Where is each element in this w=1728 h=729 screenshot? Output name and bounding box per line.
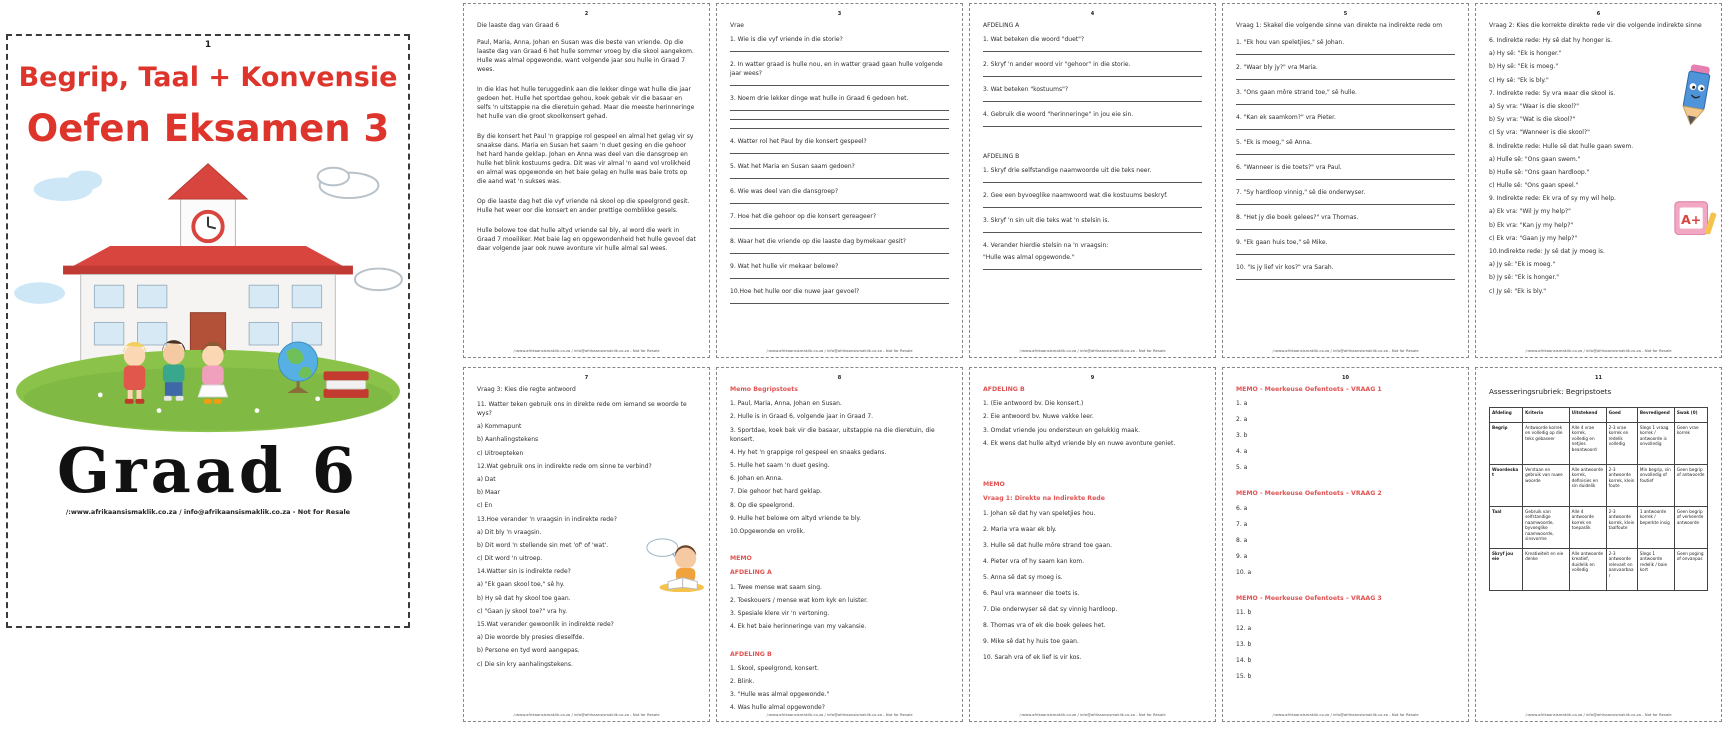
passage-paragraph: Op die laaste dag het die vyf vriende ná skool op die speelgrond gesit. Hulle het weer oor die konsert en ander prettige oomblikke gesels. bbox=[477, 198, 690, 214]
page-content bbox=[983, 385, 1202, 662]
rubric-column-header: Afdeling bbox=[1490, 407, 1523, 422]
answer-line bbox=[730, 278, 949, 279]
rubric-column-header: Kriteria bbox=[1523, 407, 1570, 422]
passage-paragraph: By die konsert het Paul 'n grappige rol gespeel en almal het gelag vir sy snaakse dans. Maria en Susan het saam 'n duet gesing en die gehoor het hard hande geklap. Johan en Anna was deel van die dansgroep en hulle het blink kostuums gedra. Dit was vir almal 'n aand vol vrolikheid en almal was opgewonde en het baie gelag en hulle was baie trots op die aand wat 'n sukses was. bbox=[477, 133, 694, 185]
question-text: 1. "Ek hou van speletjies," sê Johan. bbox=[1236, 39, 1345, 46]
answer-line bbox=[1236, 154, 1455, 155]
page-content bbox=[730, 21, 949, 304]
page-footer: /:www.afrikaansismaklik.co.za / info@afrikaansismaklik.co.za - Not for Resale bbox=[1019, 348, 1166, 353]
option-text: 13.Hoe verander 'n vraagsin in indirekte rede? bbox=[477, 515, 617, 523]
worksheet-page-11 bbox=[1475, 367, 1722, 722]
rubric-cell: 2-3 antwoorde korrek, klein foute bbox=[1606, 464, 1637, 506]
worksheet-page-7 bbox=[463, 367, 710, 722]
option-text: a) Sy vra: "Waar is die skool?" bbox=[1489, 102, 1579, 110]
spacer bbox=[477, 78, 696, 85]
answer-line bbox=[1236, 179, 1455, 180]
cover-grade-title: Graad 6 bbox=[56, 434, 360, 507]
passage-paragraph: In die klas het hulle teruggedink aan die lekker dinge wat hulle die jaar gedoen het. Hulle het sportdae gehou, koek gebak vir die basaar en selfs 'n uitstappie na die dieretuin gehad. Maar die meeste herinneringe het hulle van die groot skoolkonsert gehad. bbox=[477, 86, 695, 120]
question-text: 7. Hoe het die gehoor op die konsert gereageer? bbox=[730, 213, 877, 220]
school-building-illustration bbox=[63, 164, 353, 371]
option-text: 3. Spesiale klere vir 'n vertoning. bbox=[730, 610, 830, 618]
option-text: b) Jy sê: "Ek is honger." bbox=[1489, 274, 1560, 282]
memo-answer: 9. Mike sê dat hy huis toe gaan. bbox=[983, 637, 1079, 645]
question-text: Vraag 2: Kies die korrekte direkte rede vir die volgende indirekte sinne bbox=[1489, 22, 1702, 29]
memo-heading: MEMO bbox=[983, 481, 1005, 489]
worksheet-page-3 bbox=[716, 3, 963, 358]
memo-heading: AFDELING B bbox=[983, 386, 1025, 393]
memo-answer: 8. a bbox=[1236, 536, 1248, 544]
option-text: b) Hy sê: "Ek is moeg." bbox=[1489, 63, 1559, 71]
answer-line bbox=[1236, 79, 1455, 80]
memo-answer: 1. Johan sê dat hy van speletjies hou. bbox=[983, 509, 1096, 517]
question-text: 2. Gee een byvoeglike naamwoord wat die kostuums beskryf. bbox=[983, 192, 1168, 199]
option-text: c) Hulle sê: "Ons gaan speel." bbox=[1489, 182, 1579, 190]
option-text: c) Die sin kry aanhalingstekens. bbox=[477, 660, 573, 668]
memo-heading: MEMO - Meerkeuse Oefentoets – VRAAG 3 bbox=[1236, 594, 1382, 602]
rubric-cell: Alle 4 vrae korrek, volledig en netjies beantwoord bbox=[1569, 422, 1606, 464]
page-footer: /:www.afrikaansismaklik.co.za / info@afrikaansismaklik.co.za - Not for Resale bbox=[1019, 712, 1166, 717]
question-text: 9. Wat het hulle vir mekaar belowe? bbox=[730, 263, 839, 270]
spacer bbox=[730, 636, 949, 648]
memo-answer: 4. a bbox=[1236, 448, 1248, 456]
option-text: b) Hulle sê: "Ons gaan hardloop." bbox=[1489, 168, 1590, 176]
option-text: a) Jy sê: "Ek is moeg." bbox=[1489, 261, 1556, 269]
question-text: 8. Waar het die vriende op die laaste dag bymekaar gesit? bbox=[730, 238, 906, 245]
memo-heading: Vraag 1: Direkte na Indirekte Rede bbox=[983, 495, 1105, 503]
memo-answer: 10. a bbox=[1236, 568, 1252, 576]
spacer bbox=[1236, 479, 1455, 487]
answer-line bbox=[730, 51, 949, 52]
page-content bbox=[477, 21, 696, 253]
option-text: 3. "Hulle was almal opgewonde." bbox=[730, 691, 830, 699]
memo-answer: 12. a bbox=[1236, 624, 1252, 632]
question-text: 3. Skryf 'n sin uit die teks wat 'n stelsin is. bbox=[983, 217, 1110, 224]
option-text: c) Uitroepteken bbox=[477, 449, 524, 457]
option-text: 1. Paul, Maria, Anna, Johan en Susan. bbox=[730, 400, 842, 408]
option-text: b) Dit word 'n stellende sin met 'of' of 'wat'. bbox=[477, 541, 609, 549]
option-text: b) Hy sê dat hy skool toe gaan. bbox=[477, 594, 571, 602]
question-text: 4. "Kan ek saamkom?" vra Pieter. bbox=[1236, 114, 1336, 121]
blue-pencil-character-icon bbox=[1675, 62, 1717, 127]
school-scene-illustration bbox=[8, 154, 408, 438]
question-text: 7. "Sy hardloop vinnig," sê die onderwyser. bbox=[1236, 189, 1366, 196]
option-text: c) Jy sê: "Ek is bly." bbox=[1489, 287, 1546, 295]
cloud-icon bbox=[34, 171, 103, 201]
children-illustration bbox=[123, 340, 228, 404]
cover-page-number: 1 bbox=[204, 40, 212, 50]
rubric-cell: Geen vrae korrek bbox=[1674, 422, 1707, 464]
answer-line bbox=[983, 126, 1202, 127]
option-text: 1. (Eie antwoord bv. Die konsert.) bbox=[983, 400, 1084, 408]
option-text: a) Hy sê: "Ek is honger." bbox=[1489, 50, 1562, 58]
page-content bbox=[983, 21, 1202, 270]
rubric-cell: Kreatiwiteit en eie denke bbox=[1523, 548, 1570, 590]
option-text: 14.Watter sin is indirekte rede? bbox=[477, 568, 571, 576]
page-content bbox=[1236, 385, 1455, 681]
rubric-cell: Alle antwoorde kreatief, duidelik en volledig bbox=[1569, 548, 1606, 590]
page-footer: /:www.afrikaansismaklik.co.za / info@afrikaansismaklik.co.za - Not for Resale bbox=[513, 348, 660, 353]
page-footer: /:www.afrikaansismaklik.co.za / info@afrikaansismaklik.co.za - Not for Resale bbox=[766, 348, 913, 353]
page-content bbox=[1489, 387, 1708, 591]
rubric-cell: Gebruik van selfstandige naamwoorde, byvoeglike naamwoorde, sinsvorme bbox=[1523, 506, 1570, 548]
cloud-icon bbox=[14, 282, 65, 304]
reading-child-icon bbox=[643, 536, 705, 592]
question-text: 4. Watter rol het Paul by die konsert gespeel? bbox=[730, 138, 867, 145]
memo-answer: 7. a bbox=[1236, 520, 1248, 528]
section-heading: Vrae bbox=[730, 22, 744, 29]
answer-line bbox=[1236, 204, 1455, 205]
question-text: 3. "Ons gaan môre strand toe," sê hulle. bbox=[1236, 89, 1357, 96]
cloud-icon bbox=[355, 269, 402, 291]
memo-answer: 5. Anna sê dat sy moeg is. bbox=[983, 573, 1063, 581]
answer-line bbox=[730, 303, 949, 304]
option-text: a) Dit bly 'n vraagsin. bbox=[477, 528, 542, 536]
rubric-title: Assesseringsrubriek: Begripstoets bbox=[1489, 387, 1612, 396]
cover-title-line2: Oefen Eksamen 3 bbox=[26, 107, 390, 150]
question-text: 6. Wie was deel van die dansgroep? bbox=[730, 188, 839, 195]
option-text: 7. Indirekte rede: Sy vra waar die skool is. bbox=[1489, 89, 1616, 97]
memo-answer: 8. Thomas vra of ek die boek gelees het. bbox=[983, 621, 1106, 629]
answer-line bbox=[983, 182, 1202, 183]
cover-title-line1: Begrip, Taal + Konvensie bbox=[18, 62, 398, 93]
question-text: 10.Hoe het hulle oor die nuwe jaar gevoel? bbox=[730, 288, 860, 295]
option-text: 12.Wat gebruik ons in indirekte rede om sinne te verbind? bbox=[477, 462, 652, 470]
page-content bbox=[730, 385, 949, 712]
memo-answer: 6. a bbox=[1236, 504, 1248, 512]
option-text: a) Kommapunt bbox=[477, 423, 522, 431]
answer-line bbox=[983, 101, 1202, 102]
answer-line bbox=[1236, 229, 1455, 230]
answer-line bbox=[1236, 54, 1455, 55]
memo-answer: 7. Die onderwyser sê dat sy vinnig hardloop. bbox=[983, 605, 1118, 613]
option-text: a) Hulle sê: "Ons gaan swem." bbox=[1489, 155, 1581, 163]
answer-line bbox=[1236, 129, 1455, 130]
spacer bbox=[477, 190, 696, 197]
books-icon bbox=[324, 371, 369, 397]
page-number: 11 bbox=[1595, 375, 1602, 381]
rubric-cell: 2-3 antwoorde korrek, klein taalfoute bbox=[1606, 506, 1637, 548]
answer-line bbox=[730, 85, 949, 86]
page-number: 9 bbox=[1090, 375, 1095, 381]
option-text: c) Ek vra: "Gaan jy my help?" bbox=[1489, 234, 1578, 242]
option-text: 3. Omdat vriende jou ondersteun en gelukkig maak. bbox=[983, 426, 1140, 434]
memo-answer: 14. b bbox=[1236, 656, 1252, 664]
spacer bbox=[477, 125, 696, 132]
worksheet-page-5 bbox=[1222, 3, 1469, 358]
memo-answer: 2. a bbox=[1236, 416, 1248, 424]
spacer bbox=[983, 135, 1202, 151]
answer-line bbox=[1236, 279, 1455, 280]
memo-heading: MEMO - Meerkeuse Oefentoets – VRAAG 1 bbox=[1236, 386, 1382, 393]
option-text: a) "Ek gaan skool toe," sê hy. bbox=[477, 581, 565, 589]
question-text: 2. In watter graad is hulle nou, en in watter graad gaan hulle volgende jaar wees? bbox=[730, 61, 943, 77]
memo-answer: 4. Pieter vra of hy saam kan kom. bbox=[983, 557, 1085, 565]
option-text: a) Ek vra: "Wil jy my help?" bbox=[1489, 208, 1571, 216]
question-text: 1. Wat beteken die woord "duet"? bbox=[983, 36, 1085, 43]
option-text: c) Hy sê: "Ek is bly." bbox=[1489, 76, 1549, 84]
memo-answer: 2. Maria vra waar ek bly. bbox=[983, 525, 1057, 533]
cover-page bbox=[6, 34, 410, 628]
page-number: 7 bbox=[584, 375, 589, 381]
question-text: 2. Skryf 'n ander woord vir "gehoor" in die storie. bbox=[983, 61, 1131, 68]
memo-answer: 6. Paul vra wanneer die toets is. bbox=[983, 589, 1080, 597]
rubric-cell: Slegs 1 antwoorde redelik / baie kort bbox=[1637, 548, 1674, 590]
answer-line bbox=[730, 128, 949, 129]
memo-answer: 3. b bbox=[1236, 432, 1248, 440]
option-text: a) Die woorde bly presies dieselfde. bbox=[477, 634, 585, 642]
memo-answer: 10. Sarah vra of ek lief is vir kos. bbox=[983, 653, 1082, 661]
page-number: 5 bbox=[1343, 11, 1348, 17]
cloud-icon bbox=[318, 168, 379, 198]
spacer bbox=[730, 540, 949, 552]
page-footer: /:www.afrikaansismaklik.co.za / info@afrikaansismaklik.co.za - Not for Resale bbox=[766, 712, 913, 717]
question-text: "Hulle was almal opgewonde." bbox=[983, 254, 1075, 261]
a-plus-book-icon bbox=[1671, 196, 1721, 240]
assessment-rubric-table bbox=[1489, 407, 1708, 591]
rubric-cell: Geen begrip of verkeerde antwoorde bbox=[1674, 506, 1707, 548]
page-number: 2 bbox=[584, 11, 589, 17]
question-text: Vraag 3: Kies die regte antwoord bbox=[477, 386, 576, 393]
passage-paragraph: Hulle belowe toe dat hulle altyd vriende sal bly, al word die werk in Graad 7 moeiliker. Met baie lag en opgewondenheid het hulle gevoel dat daar volgende jaar ook nuwe avonture vir hulle almal sal wees. bbox=[477, 227, 696, 252]
question-text: 3. Wat beteken "kostuums"? bbox=[983, 86, 1069, 93]
memo-answer: 9. a bbox=[1236, 552, 1248, 560]
spacer bbox=[983, 452, 1202, 478]
option-text: 10.Opgewonde en vrolik. bbox=[730, 527, 806, 535]
memo-answer: 11. b bbox=[1236, 608, 1252, 616]
rubric-cell: Alle 4 antwoorde korrek en toepaslik bbox=[1569, 506, 1606, 548]
worksheet-page-2 bbox=[463, 3, 710, 358]
answer-line bbox=[730, 253, 949, 254]
option-text: 4. Was hulle almal opgewonde? bbox=[730, 704, 825, 712]
rubric-cell: Geen poging of onvanpas bbox=[1674, 548, 1707, 590]
option-text: 9. Indirekte rede: Ek vra of sy my wil help. bbox=[1489, 195, 1616, 203]
section-heading: AFDELING B bbox=[983, 153, 1020, 160]
answer-line bbox=[983, 207, 1202, 208]
question-text: Vraag 1: Skakel die volgende sinne van direkte na indirekte rede om bbox=[1236, 22, 1443, 29]
rubric-cell: Slegs 1 vraag korrek / antwoorde is onvolledig bbox=[1637, 422, 1674, 464]
option-text: c) Sy vra: "Wanneer is die skool?" bbox=[1489, 129, 1590, 137]
section-heading: AFDELING A bbox=[983, 22, 1020, 29]
page-number: 4 bbox=[1090, 11, 1095, 17]
question-text: 4. Verander hierdie stelsin na 'n vraagsin: bbox=[983, 242, 1109, 249]
page-footer: /:www.afrikaansismaklik.co.za / info@afrikaansismaklik.co.za - Not for Resale bbox=[513, 712, 660, 717]
page-content bbox=[1236, 21, 1455, 280]
memo-heading: Memo Begripstoets bbox=[730, 386, 798, 393]
answer-line bbox=[730, 178, 949, 179]
rubric-cell: 2-3 antwoorde relevant en aanvaarbaar bbox=[1606, 548, 1637, 590]
option-text: 4. Ek het baie herinneringe van my vakansie. bbox=[730, 623, 867, 631]
answer-line bbox=[730, 153, 949, 154]
memo-heading: MEMO bbox=[730, 555, 752, 563]
page-footer: /:www.afrikaansismaklik.co.za / info@afrikaansismaklik.co.za - Not for Resale bbox=[1525, 348, 1672, 353]
option-text: 4. Hy het 'n grappige rol gespeel en snaaks gedans. bbox=[730, 448, 887, 456]
cover-footer: /:www.afrikaansismaklik.co.za / info@afrikaansismaklik.co.za - Not for Resale bbox=[65, 508, 351, 517]
question-text: 5. Wat het Maria en Susan saam gedoen? bbox=[730, 163, 855, 170]
answer-line bbox=[983, 51, 1202, 52]
rubric-column-header: Swak (0) bbox=[1674, 407, 1707, 422]
worksheet-page-4 bbox=[969, 3, 1216, 358]
answer-line bbox=[983, 76, 1202, 77]
question-text: 1. Skryf drie selfstandige naamwoorde uit die teks neer. bbox=[983, 167, 1152, 174]
page-footer: /:www.afrikaansismaklik.co.za / info@afrikaansismaklik.co.za - Not for Resale bbox=[1272, 348, 1419, 353]
rubric-cell: Antwoorde korrek en volledig op die teks gebaseer bbox=[1523, 422, 1570, 464]
worksheet-page-8 bbox=[716, 367, 963, 722]
rubric-row-header: Taal bbox=[1490, 506, 1523, 548]
rubric-cell: Min begrip, sin onvolledig of foutief bbox=[1637, 464, 1674, 506]
option-text: c) En bbox=[477, 502, 493, 510]
question-text: 10. "Is jy lief vir kos?" vra Sarah. bbox=[1236, 264, 1334, 271]
question-text: 8. "Het jy die boek gelees?" vra Thomas. bbox=[1236, 214, 1359, 221]
option-text: 4. Ek wens dat hulle altyd vriende bly en nuwe avonture geniet. bbox=[983, 439, 1176, 447]
option-text: 11. Watter teken gebruik ons in direkte rede om iemand se woorde te wys? bbox=[477, 401, 687, 417]
memo-heading: AFDELING B bbox=[730, 650, 772, 658]
page-number: 10 bbox=[1342, 375, 1349, 381]
answer-line bbox=[730, 203, 949, 204]
question-text: 3. Noem drie lekker dinge wat hulle in Graad 6 gedoen het. bbox=[730, 95, 909, 102]
option-text: 8. Op die speelgrond. bbox=[730, 501, 795, 509]
option-text: 6. Indirekte rede: Hy sê dat hy honger is. bbox=[1489, 37, 1613, 44]
option-text: 2. Blink. bbox=[730, 678, 755, 685]
page-number: 6 bbox=[1596, 11, 1601, 17]
rubric-row-header: Skryf jou eie bbox=[1490, 548, 1523, 590]
option-text: 10.Indirekte rede: Jy sê dat jy moeg is. bbox=[1489, 248, 1605, 255]
option-text: b) Persone en tyd word aangepas. bbox=[477, 647, 580, 655]
memo-answer: 15. b bbox=[1236, 672, 1252, 680]
answer-line bbox=[1236, 104, 1455, 105]
page-footer: /:www.afrikaansismaklik.co.za / info@afrikaansismaklik.co.za - Not for Resale bbox=[1525, 712, 1672, 717]
option-text: b) Ek vra: "Kan jy my help?" bbox=[1489, 221, 1574, 229]
answer-line bbox=[730, 110, 949, 111]
passage-paragraph: Paul, Maria, Anna, Johan en Susan was die beste van vriende. Op die laaste dag van Graad 6 het hulle sommer vroeg by die skool aangekom. Hulle was almal opgewonde, want volgende jaar sou hulle in Graad 7 wees. bbox=[477, 39, 694, 73]
rubric-cell: Geen begrip of antwoorde bbox=[1674, 464, 1707, 506]
page-number: 8 bbox=[837, 375, 842, 381]
option-text: 6. Johan en Anna. bbox=[730, 475, 783, 483]
question-text: 4. Gebruik die woord "herinneringe" in jou eie sin. bbox=[983, 111, 1134, 118]
rubric-column-header: Goed bbox=[1606, 407, 1637, 422]
memo-heading: MEMO - Meerkeuse Oefentoets – VRAAG 2 bbox=[1236, 490, 1382, 498]
answer-line bbox=[730, 228, 949, 229]
answer-line bbox=[730, 119, 949, 120]
page-footer: /:www.afrikaansismaklik.co.za / info@afrikaansismaklik.co.za - Not for Resale bbox=[1272, 712, 1419, 717]
rubric-row-header: Woordeskat bbox=[1490, 464, 1523, 506]
option-text: 2. Toeskouers / mense wat kom kyk en luister. bbox=[730, 596, 868, 604]
spacer bbox=[1236, 32, 1455, 35]
question-text: 2. "Waar bly jy?" vra Maria. bbox=[1236, 64, 1318, 71]
rubric-cell: Alle antwoorde korrek, definisies en sin duidelik bbox=[1569, 464, 1606, 506]
worksheet-page-6 bbox=[1475, 3, 1722, 358]
option-text: c) "Gaan jy skool toe?" vra hy. bbox=[477, 607, 568, 615]
option-text: 5. Hulle het saam 'n duet gesing. bbox=[730, 462, 830, 470]
page-content bbox=[477, 385, 696, 669]
worksheet-page-9 bbox=[969, 367, 1216, 722]
worksheet-page-10 bbox=[1222, 367, 1469, 722]
passage-paragraph: Die laaste dag van Graad 6 bbox=[477, 22, 560, 29]
option-text: c) Dit word 'n uitroep. bbox=[477, 555, 543, 563]
memo-answer: 13. b bbox=[1236, 640, 1252, 648]
option-text: 2. Hulle is in Graad 6, volgende jaar in Graad 7. bbox=[730, 413, 874, 421]
option-text: 1. Twee mense wat saam sing. bbox=[730, 583, 822, 591]
option-text: 3. Sportdae, koek bak vir die basaar, uitstappie na die dieretuin, die konsert. bbox=[730, 426, 935, 443]
option-text: a) Dat bbox=[477, 475, 496, 483]
option-text: b) Aanhalingstekens bbox=[477, 436, 539, 444]
memo-answer: 5. a bbox=[1236, 464, 1248, 472]
option-text: 8. Indirekte rede: Hulle sê dat hulle gaan swem. bbox=[1489, 142, 1634, 150]
answer-line bbox=[1236, 254, 1455, 255]
page-number: 3 bbox=[837, 11, 842, 17]
answer-line bbox=[983, 269, 1202, 270]
option-text: 7. Die gehoor het hard geklap. bbox=[730, 488, 822, 496]
memo-answer: 1. a bbox=[1236, 400, 1248, 408]
question-text: 9. "Ek gaan huis toe," sê Mike. bbox=[1236, 239, 1328, 246]
option-text: 9. Hulle het belowe om altyd vriende te bly. bbox=[730, 514, 861, 522]
question-text: 6. "Wanneer is die toets?" vra Paul. bbox=[1236, 164, 1342, 171]
rubric-cell: 2-3 vrae korrek en redelik volledig bbox=[1606, 422, 1637, 464]
option-text: 1. Skool, speelgrond, konsert. bbox=[730, 664, 820, 672]
spacer bbox=[1236, 584, 1455, 592]
rubric-column-header: Bevredigend bbox=[1637, 407, 1674, 422]
spacer bbox=[477, 219, 696, 226]
rubric-cell: 1 antwoorde korrek / beperkte insig bbox=[1637, 506, 1674, 548]
option-text: 2. Eie antwoord bv. Nuwe vakke leer. bbox=[983, 413, 1094, 421]
option-text: 15.Wat verander gewoonlik in indirekte rede? bbox=[477, 621, 614, 628]
svg-text:A+: A+ bbox=[1681, 211, 1702, 227]
question-text: 5. "Ek is moeg," sê Anna. bbox=[1236, 139, 1312, 146]
answer-line bbox=[983, 232, 1202, 233]
rubric-cell: Verstaan en gebruik van nuwe woorde bbox=[1523, 464, 1570, 506]
rubric-row-header: Begrip bbox=[1490, 422, 1523, 464]
memo-answer: 3. Hulle sê dat hulle môre strand toe gaan. bbox=[983, 541, 1112, 549]
question-text: 1. Wie is die vyf vriende in die storie? bbox=[730, 36, 843, 43]
memo-heading: AFDELING A bbox=[730, 569, 772, 577]
rubric-column-header: Uitstekend bbox=[1569, 407, 1606, 422]
option-text: b) Sy vra: "Wat is die skool?" bbox=[1489, 116, 1576, 124]
option-text: b) Maar bbox=[477, 489, 501, 497]
